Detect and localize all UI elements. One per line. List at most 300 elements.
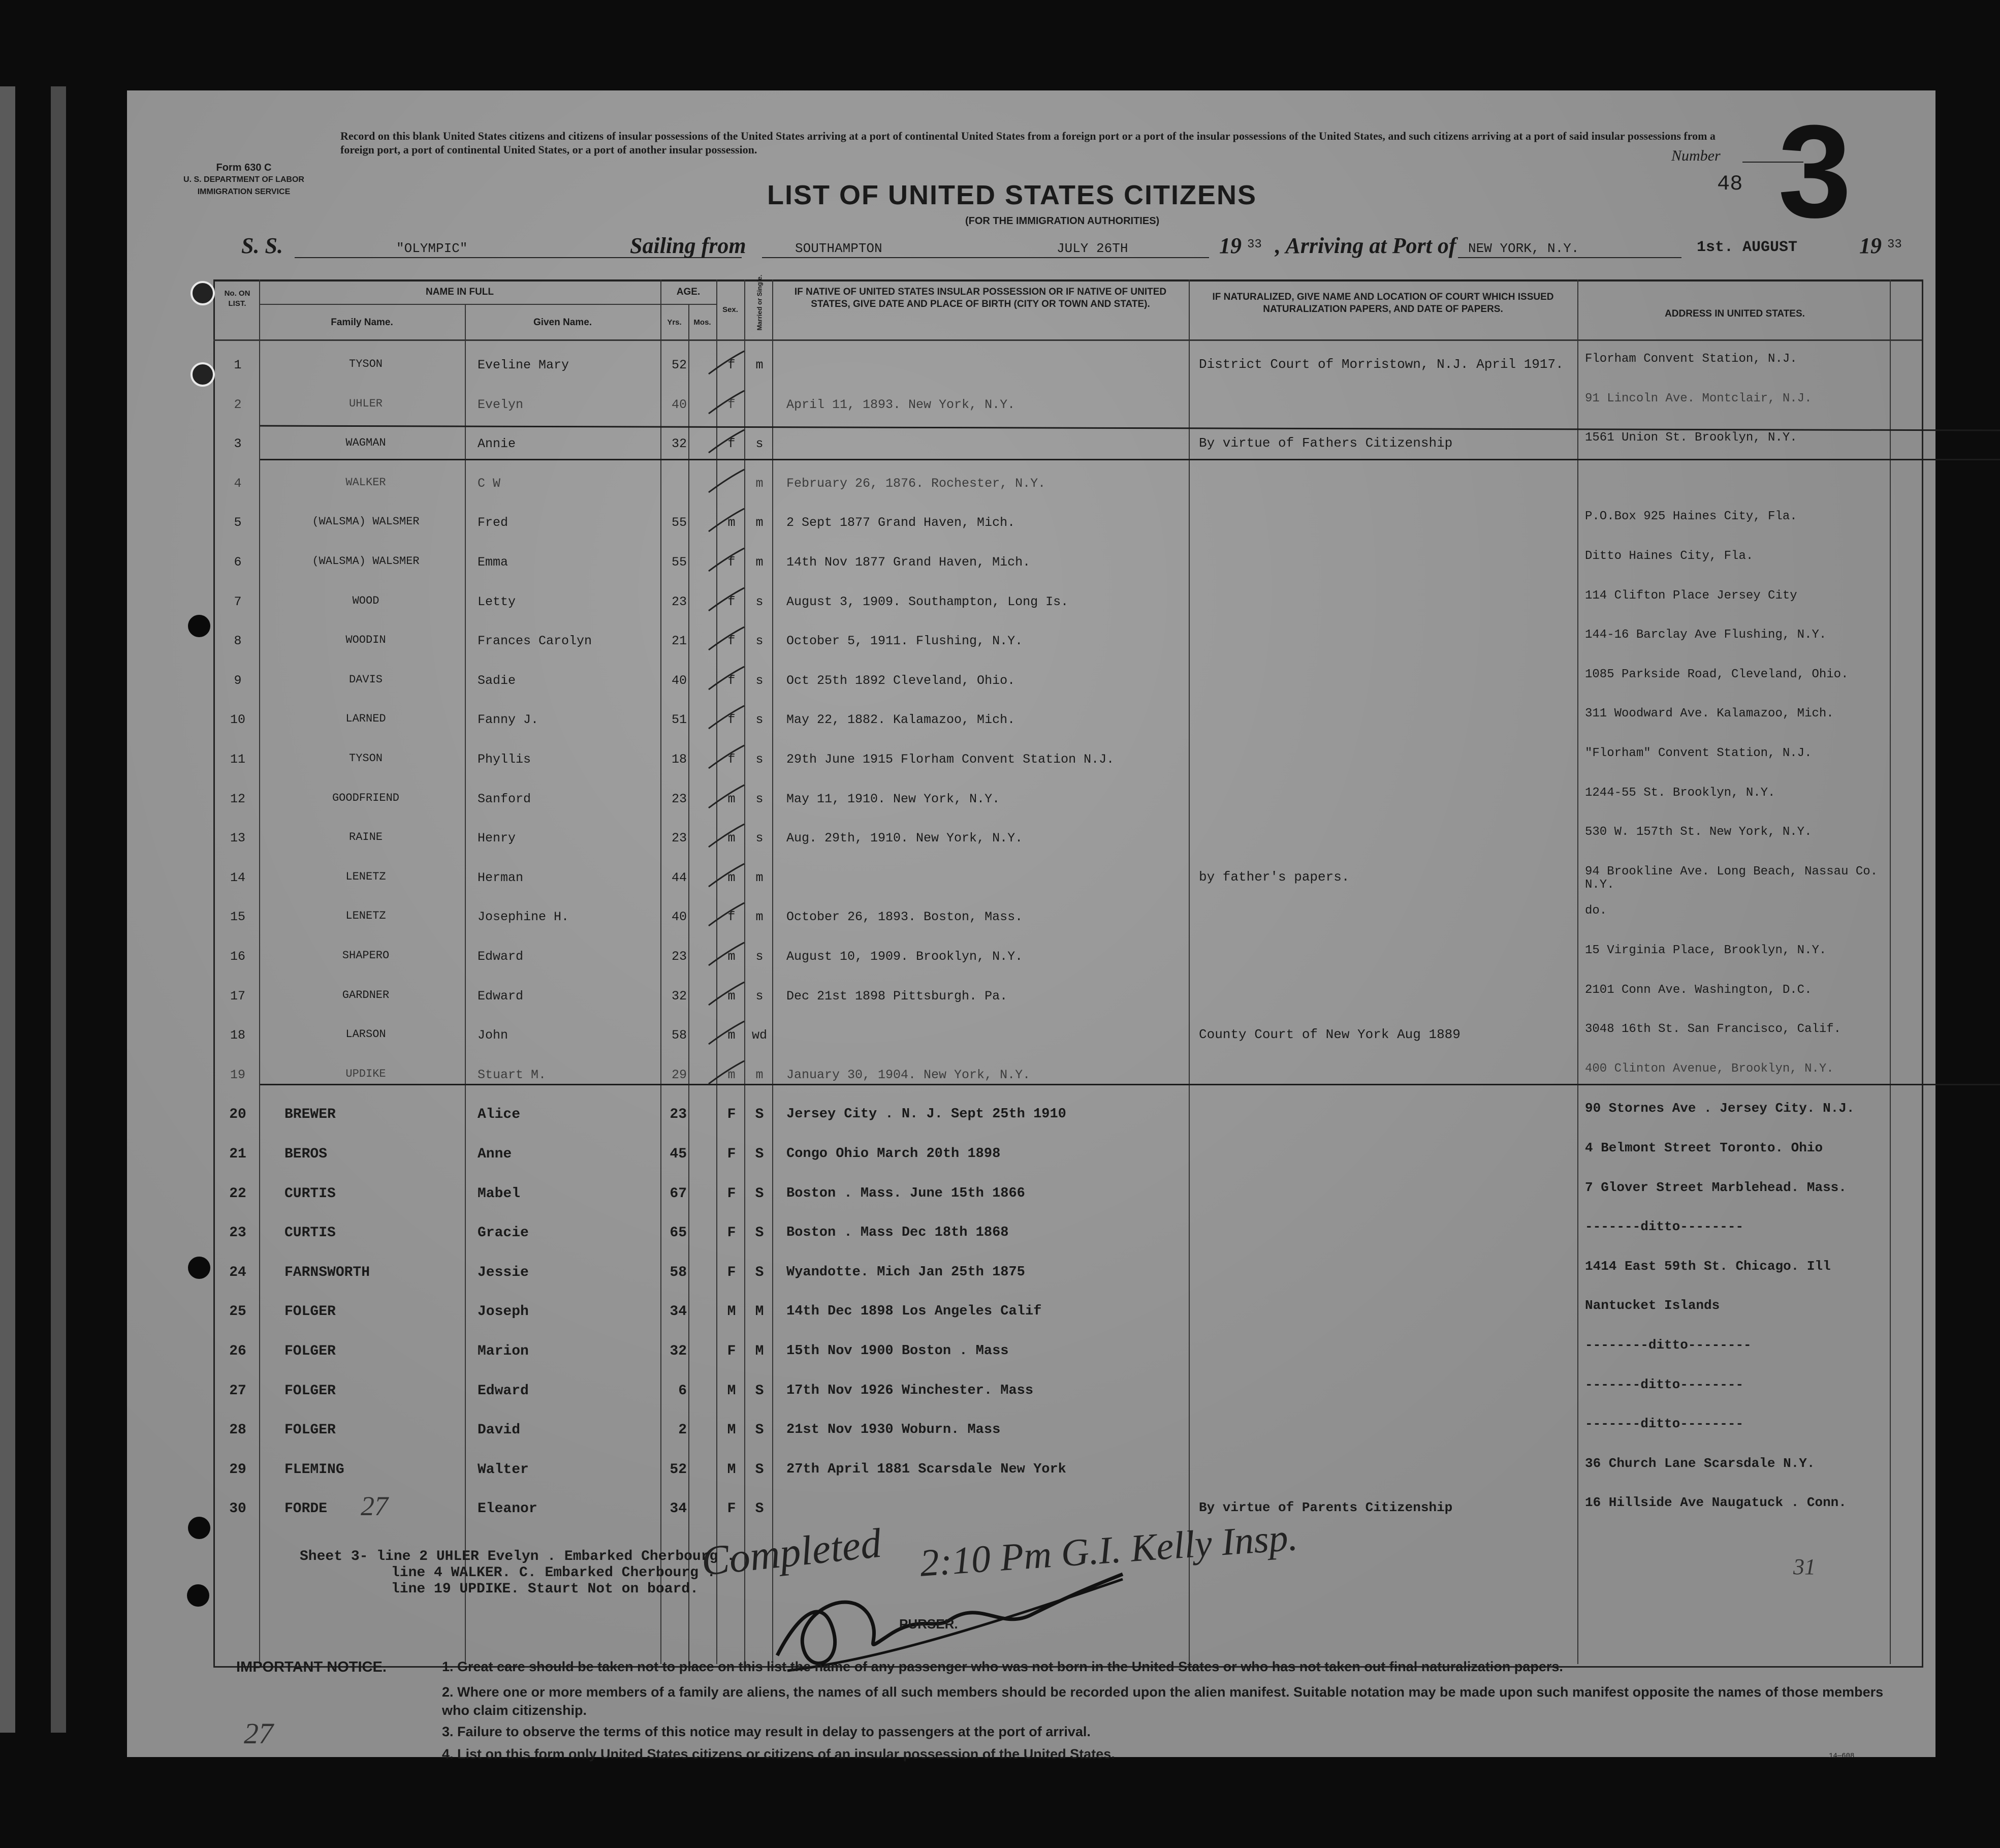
row-24-marital-status: S bbox=[755, 1264, 764, 1280]
row-21-sex: F bbox=[727, 1146, 736, 1162]
row-3-row-number: 3 bbox=[234, 436, 242, 452]
row-25-age-years: 34 bbox=[670, 1304, 687, 1320]
row-28-age-years: 2 bbox=[678, 1422, 687, 1438]
row-2-given-name: Evelyn bbox=[478, 397, 524, 412]
row-5-address: P.O.Box 925 Haines City, Fla. bbox=[1585, 510, 1797, 524]
row-19-check-mark-icon bbox=[706, 1058, 747, 1089]
page-title: LIST OF UNITED STATES CITIZENS bbox=[767, 180, 1257, 210]
rule-no bbox=[259, 279, 260, 1664]
row-10-family-name: LARNED bbox=[345, 712, 386, 726]
row-4-marital-status: m bbox=[755, 476, 764, 491]
row-30-row-number: 30 bbox=[229, 1501, 246, 1517]
row-17-marital-status: s bbox=[755, 988, 764, 1004]
row-27-birth-info: 17th Nov 1926 Winchester. Mass bbox=[786, 1383, 1034, 1398]
handwritten-time-note: 2:10 Pm G.I. Kelly Insp. bbox=[918, 1516, 1299, 1585]
col-sex: Sex. bbox=[722, 305, 738, 314]
row-24-address: 1414 East 59th St. Chicago. Ill bbox=[1585, 1258, 1831, 1274]
row-13-family-name: RAINE bbox=[348, 831, 383, 844]
row-23-age-years: 65 bbox=[670, 1225, 687, 1241]
row-30-naturalization-info: By virtue of Parents Citizenship bbox=[1199, 1500, 1453, 1516]
row-15-row-number: 15 bbox=[230, 910, 245, 925]
row-18-check-mark-icon bbox=[706, 1019, 747, 1049]
row-27-address: -------ditto-------- bbox=[1585, 1376, 1744, 1392]
row-26-given-name: Marion bbox=[478, 1343, 529, 1359]
row-28-birth-info: 21st Nov 1930 Woburn. Mass bbox=[786, 1422, 1001, 1438]
row-13-marital-status: s bbox=[755, 831, 764, 846]
col-naturalized: IF NATURALIZED, GIVE NAME AND LOCATION OF COURT WHICH ISSUED NATURALIZATION PAPERS, AND DATE OF PAPERS. bbox=[1212, 292, 1554, 315]
row-16-birth-info: August 10, 1909. Brooklyn, N.Y. bbox=[786, 949, 1023, 964]
row-19-birth-info: January 30, 1904. New York, N.Y. bbox=[786, 1067, 1031, 1082]
row-3-family-name: WAGMAN bbox=[345, 436, 386, 450]
list-number: 3 bbox=[1778, 98, 1852, 245]
row-22-birth-info: Boston . Mass. June 15th 1866 bbox=[786, 1185, 1025, 1201]
row-22-family-name: CURTIS bbox=[284, 1185, 336, 1202]
row-7-marital-status: s bbox=[755, 594, 764, 609]
arriving-label: , Arriving at Port of bbox=[1275, 233, 1456, 258]
row-2-age-years: 40 bbox=[671, 397, 687, 412]
rule-family bbox=[465, 304, 466, 1664]
row-15-sex: f bbox=[727, 910, 736, 925]
name-subhead-line bbox=[259, 304, 660, 305]
row-10-given-name: Fanny J. bbox=[478, 712, 539, 728]
row-25-birth-info: 14th Dec 1898 Los Angeles Calif bbox=[786, 1304, 1042, 1320]
row-14-age-years: 44 bbox=[671, 870, 687, 885]
row-4-row-number: 4 bbox=[234, 476, 242, 491]
row-14-row-number: 14 bbox=[230, 870, 245, 885]
row-15-given-name: Josephine H. bbox=[478, 910, 569, 925]
row-12-row-number: 12 bbox=[230, 791, 245, 806]
rule-birth bbox=[1189, 279, 1190, 1664]
row-20-birth-info: Jersey City . N. J. Sept 25th 1910 bbox=[786, 1107, 1066, 1122]
sailing-label: Sailing from bbox=[630, 233, 746, 258]
col-name-in-full: NAME IN FULL bbox=[425, 287, 494, 297]
number-label: Number bbox=[1671, 147, 1721, 164]
rule-address bbox=[1890, 279, 1891, 1664]
row-6-given-name: Emma bbox=[478, 555, 509, 570]
row-19-marital-status: m bbox=[755, 1067, 764, 1082]
row-17-family-name: GARDNER bbox=[342, 988, 390, 1001]
row-18-row-number: 18 bbox=[230, 1028, 245, 1043]
row-10-address: 311 Woodward Ave. Kalamazoo, Mich. bbox=[1585, 707, 1834, 721]
rule-yrs bbox=[688, 304, 689, 1664]
row-27-row-number: 27 bbox=[229, 1383, 246, 1399]
manifest-sheet bbox=[127, 90, 1935, 1762]
row-9-check-mark-icon bbox=[706, 664, 747, 695]
row-29-given-name: Walter bbox=[478, 1461, 529, 1478]
row-14-sex: m bbox=[727, 870, 736, 885]
row-8-check-mark-icon bbox=[706, 624, 747, 655]
row-21-family-name: BEROS bbox=[284, 1146, 328, 1162]
row-24-age-years: 58 bbox=[670, 1264, 687, 1280]
row-3-naturalization-info: By virtue of Fathers Citizenship bbox=[1199, 435, 1453, 451]
row-9-given-name: Sadie bbox=[478, 673, 516, 688]
row-17-row-number: 17 bbox=[230, 988, 245, 1004]
row-28-given-name: David bbox=[478, 1422, 521, 1438]
row-24-birth-info: Wyandotte. Mich Jan 25th 1875 bbox=[786, 1264, 1025, 1280]
row-22-age-years: 67 bbox=[670, 1185, 687, 1202]
row-24-sex: F bbox=[727, 1264, 736, 1280]
row-12-address: 1244-55 St. Brooklyn, N.Y. bbox=[1585, 786, 1775, 800]
row-9-marital-status: s bbox=[755, 673, 764, 688]
page-subtitle: (FOR THE IMMIGRATION AUTHORITIES) bbox=[965, 215, 1160, 227]
rule-given bbox=[660, 279, 661, 1664]
row-19-row-number: 19 bbox=[230, 1067, 245, 1082]
row-27-sex: M bbox=[727, 1383, 736, 1399]
row-15-address: do. bbox=[1585, 904, 1607, 918]
punch-hole-1 bbox=[191, 281, 215, 305]
row-14-given-name: Herman bbox=[478, 870, 524, 885]
row-6-check-mark-icon bbox=[706, 546, 747, 576]
row-9-row-number: 9 bbox=[234, 673, 242, 688]
row-1-sex: f bbox=[727, 358, 736, 372]
punch-hole-2 bbox=[191, 362, 215, 387]
row-15-check-mark-icon bbox=[706, 900, 747, 931]
strike-row-4 bbox=[260, 459, 2000, 460]
row-2-birth-info: April 11, 1893. New York, N.Y. bbox=[786, 397, 1015, 412]
sailing-year-suffix: 33 bbox=[1247, 238, 1262, 252]
row-21-given-name: Anne bbox=[478, 1146, 512, 1162]
row-5-birth-info: 2 Sept 1877 Grand Haven, Mich. bbox=[786, 515, 1015, 530]
row-23-row-number: 23 bbox=[229, 1225, 246, 1241]
row-7-age-years: 23 bbox=[671, 594, 687, 609]
row-7-given-name: Letty bbox=[478, 594, 516, 609]
row-22-address: 7 Glover Street Marblehead. Mass. bbox=[1585, 1179, 1847, 1195]
row-3-age-years: 32 bbox=[671, 436, 687, 452]
row-26-birth-info: 15th Nov 1900 Boston . Mass bbox=[786, 1343, 1009, 1359]
row-8-given-name: Frances Carolyn bbox=[478, 634, 592, 649]
row-26-family-name: FOLGER bbox=[284, 1343, 336, 1359]
row-17-birth-info: Dec 21st 1898 Pittsburgh. Pa. bbox=[786, 988, 1008, 1004]
row-2-check-mark-icon bbox=[706, 388, 747, 419]
row-15-marital-status: m bbox=[755, 910, 764, 925]
row-14-check-mark-icon bbox=[706, 861, 747, 892]
row-15-family-name: LENETZ bbox=[345, 910, 386, 923]
row-20-given-name: Alice bbox=[478, 1107, 521, 1123]
row-1-family-name: TYSON bbox=[348, 358, 383, 370]
row-9-sex: f bbox=[727, 673, 736, 688]
row-20-address: 90 Stornes Ave . Jersey City. N.J. bbox=[1585, 1101, 1855, 1116]
rule-court bbox=[1577, 279, 1578, 1664]
row-1-naturalization-info: District Court of Morristown, N.J. April 1917. bbox=[1199, 357, 1564, 372]
sailing-from: SOUTHAMPTON bbox=[795, 241, 882, 256]
row-8-address: 144-16 Barclay Ave Flushing, N.Y. bbox=[1585, 628, 1827, 642]
row-13-birth-info: Aug. 29th, 1910. New York, N.Y. bbox=[786, 831, 1023, 846]
row-1-marital-status: m bbox=[755, 358, 764, 372]
row-5-given-name: Fred bbox=[478, 515, 509, 530]
row-26-address: --------ditto-------- bbox=[1585, 1337, 1752, 1353]
row-23-sex: F bbox=[727, 1225, 736, 1241]
arrival-port: NEW YORK, N.Y. bbox=[1468, 241, 1579, 256]
row-13-row-number: 13 bbox=[230, 831, 245, 846]
row-16-given-name: Edward bbox=[478, 949, 524, 964]
row-1-given-name: Eveline Mary bbox=[478, 358, 569, 372]
strike-row-19 bbox=[260, 1084, 2000, 1085]
row-11-given-name: Phyllis bbox=[478, 752, 531, 767]
row-10-age-years: 51 bbox=[671, 712, 687, 728]
row-22-given-name: Mabel bbox=[478, 1185, 521, 1202]
row-18-family-name: LARSON bbox=[345, 1028, 386, 1041]
department-block bbox=[168, 162, 320, 198]
col-family-name: Family Name. bbox=[331, 317, 393, 328]
col-age: AGE. bbox=[676, 287, 701, 297]
row-13-check-mark-icon bbox=[706, 822, 747, 852]
row-28-marital-status: S bbox=[755, 1422, 764, 1438]
row-17-age-years: 32 bbox=[671, 988, 687, 1004]
notice-item-4: 4. List on this form only United States citizens or citizens of an insular possession of the United States. bbox=[442, 1746, 1115, 1762]
col-yrs: Yrs. bbox=[667, 318, 682, 327]
row-28-family-name: FOLGER bbox=[284, 1422, 336, 1438]
col-marital: Married or Single. bbox=[755, 274, 764, 331]
row-15-age-years: 40 bbox=[671, 910, 687, 925]
row-20-row-number: 20 bbox=[229, 1107, 246, 1123]
col-given-name: Given Name. bbox=[533, 317, 592, 328]
row-3-given-name: Annie bbox=[478, 436, 516, 452]
embark-note-3: line 19 UPDIKE. Staurt Not on board. bbox=[391, 1581, 699, 1597]
left-film-strip-2 bbox=[51, 86, 66, 1733]
row-6-sex: f bbox=[727, 555, 736, 570]
row-22-row-number: 22 bbox=[229, 1185, 246, 1202]
notice-item-1: 1. Great care should be taken not to place on this list the name of any passenger who was not born in the United States or who has not taken out final naturalization papers. bbox=[442, 1659, 1563, 1674]
stamp-number: 48 bbox=[1717, 172, 1743, 196]
row-12-age-years: 23 bbox=[671, 791, 687, 806]
col-address: ADDRESS IN UNITED STATES. bbox=[1665, 308, 1805, 319]
row-19-age-years: 29 bbox=[671, 1067, 687, 1082]
row-27-given-name: Edward bbox=[478, 1383, 529, 1399]
row-12-given-name: Sanford bbox=[478, 791, 531, 806]
row-16-check-mark-icon bbox=[706, 940, 747, 970]
row-29-family-name: FLEMING bbox=[284, 1461, 344, 1478]
row-8-birth-info: October 5, 1911. Flushing, N.Y. bbox=[786, 634, 1023, 649]
row-20-family-name: BREWER bbox=[284, 1107, 336, 1123]
row-1-row-number: 1 bbox=[234, 358, 242, 372]
row-7-family-name: WOOD bbox=[352, 594, 379, 607]
row-25-family-name: FOLGER bbox=[284, 1304, 336, 1320]
row-12-sex: m bbox=[727, 791, 736, 806]
row-8-family-name: WOODIN bbox=[345, 634, 386, 647]
date-underline bbox=[1052, 257, 1209, 258]
col-mos: Mos. bbox=[693, 318, 711, 327]
row-2-row-number: 2 bbox=[234, 397, 242, 412]
row-30-sex: F bbox=[727, 1501, 736, 1517]
row-26-age-years: 32 bbox=[670, 1343, 687, 1359]
row-12-marital-status: s bbox=[755, 791, 764, 806]
row-30-address: 16 Hillside Ave Naugatuck . Conn. bbox=[1585, 1495, 1847, 1511]
row-30-marital-status: S bbox=[755, 1501, 764, 1517]
row-3-check-mark-icon bbox=[706, 427, 747, 458]
ss-label: S. S. bbox=[241, 233, 283, 258]
row-20-marital-status: S bbox=[755, 1107, 764, 1123]
row-27-marital-status: S bbox=[755, 1383, 764, 1399]
row-6-age-years: 55 bbox=[671, 555, 687, 570]
row-4-birth-info: February 26, 1876. Rochester, N.Y. bbox=[786, 476, 1046, 491]
row-28-row-number: 28 bbox=[229, 1422, 246, 1438]
row-18-address: 3048 16th St. San Francisco, Calif. bbox=[1585, 1022, 1842, 1037]
row-11-age-years: 18 bbox=[671, 752, 687, 767]
row-20-sex: F bbox=[727, 1107, 736, 1123]
row-30-age-years: 34 bbox=[670, 1501, 687, 1517]
notice-item-3: 3. Failure to observe the terms of this notice may result in delay to passengers at the port of arrival. bbox=[442, 1724, 1091, 1739]
row-22-sex: F bbox=[727, 1185, 736, 1202]
row-16-marital-status: s bbox=[755, 949, 764, 964]
row-18-sex: m bbox=[727, 1028, 736, 1043]
row-11-birth-info: 29th June 1915 Florham Convent Station N.J. bbox=[786, 752, 1115, 767]
row-22-marital-status: S bbox=[755, 1185, 764, 1202]
row-2-address: 91 Lincoln Ave. Montclair, N.J. bbox=[1585, 391, 1812, 405]
row-17-check-mark-icon bbox=[706, 980, 747, 1010]
row-27-family-name: FOLGER bbox=[284, 1383, 336, 1399]
row-29-birth-info: 27th April 1881 Scarsdale New York bbox=[786, 1461, 1066, 1477]
row-20-age-years: 23 bbox=[670, 1107, 687, 1123]
row-6-row-number: 6 bbox=[234, 555, 242, 570]
handwritten-margin-27: 27 bbox=[361, 1491, 388, 1521]
row-4-family-name: WALKER bbox=[345, 476, 386, 489]
row-9-family-name: DAVIS bbox=[348, 673, 383, 686]
row-11-sex: f bbox=[727, 752, 736, 767]
row-8-row-number: 8 bbox=[234, 634, 242, 649]
row-23-given-name: Gracie bbox=[478, 1225, 529, 1241]
row-29-sex: M bbox=[727, 1461, 736, 1478]
row-8-marital-status: s bbox=[755, 634, 764, 649]
row-21-birth-info: Congo Ohio March 20th 1898 bbox=[786, 1146, 1001, 1162]
row-18-age-years: 58 bbox=[671, 1028, 687, 1043]
purser-label: PURSER. bbox=[899, 1616, 958, 1632]
row-7-address: 114 Clifton Place Jersey City bbox=[1585, 588, 1797, 603]
port-underline bbox=[1458, 257, 1681, 258]
row-14-naturalization-info: by father's papers. bbox=[1199, 869, 1350, 885]
notice-heading: IMPORTANT NOTICE. bbox=[236, 1659, 387, 1675]
row-1-check-mark-icon bbox=[706, 349, 747, 379]
row-8-sex: f bbox=[727, 634, 736, 649]
col-birth: IF NATIVE OF UNITED STATES INSULAR POSSESSION OR IF NATIVE OF UNITED STATES, GIVE DATE AND PLACE OF BIRTH (CITY OR TOWN AND STATE). bbox=[794, 287, 1167, 309]
intro-text: Record on this blank United States citizens and citizens of insular possessions of the United States arriving at a port of continental United States from a foreign port or a port of the insular possessions of the United States, and such citizens arriving at a port of said insular possessions from a foreign port, a port of continental United States, or a port of another insular possession. bbox=[340, 130, 1716, 156]
row-12-check-mark-icon bbox=[706, 782, 747, 813]
header-separator bbox=[213, 339, 1922, 341]
row-3-marital-status: s bbox=[755, 436, 764, 452]
row-30-given-name: Eleanor bbox=[478, 1501, 537, 1517]
row-7-row-number: 7 bbox=[234, 594, 242, 609]
row-11-row-number: 11 bbox=[230, 752, 245, 767]
row-6-family-name: (WALSMA) WALSMER bbox=[312, 555, 420, 568]
row-14-address: 94 Brookline Ave. Long Beach, Nassau Co. N.Y. bbox=[1585, 864, 1878, 892]
row-4-check-mark-icon bbox=[706, 467, 747, 497]
row-21-row-number: 21 bbox=[229, 1146, 246, 1162]
row-5-row-number: 5 bbox=[234, 515, 242, 530]
row-26-sex: F bbox=[727, 1343, 736, 1359]
row-15-birth-info: October 26, 1893. Boston, Mass. bbox=[786, 910, 1023, 925]
arrival-year-prefix: 19 bbox=[1859, 233, 1882, 258]
row-25-row-number: 25 bbox=[229, 1304, 246, 1320]
row-11-check-mark-icon bbox=[706, 743, 747, 773]
row-1-age-years: 52 bbox=[671, 358, 687, 372]
row-5-age-years: 55 bbox=[671, 515, 687, 530]
row-10-marital-status: s bbox=[755, 712, 764, 728]
row-16-family-name: SHAPERO bbox=[342, 949, 390, 962]
row-16-address: 15 Virginia Place, Brooklyn, N.Y. bbox=[1585, 944, 1827, 957]
row-7-birth-info: August 3, 1909. Southampton, Long Is. bbox=[786, 594, 1069, 609]
row-9-birth-info: Oct 25th 1892 Cleveland, Ohio. bbox=[786, 673, 1015, 688]
row-5-check-mark-icon bbox=[706, 506, 747, 537]
row-7-check-mark-icon bbox=[706, 585, 747, 616]
row-14-family-name: LENETZ bbox=[345, 870, 386, 883]
row-6-address: Ditto Haines City, Fla. bbox=[1585, 549, 1754, 563]
punch-hole-6 bbox=[187, 1584, 209, 1607]
row-3-sex: f bbox=[727, 436, 736, 452]
row-16-row-number: 16 bbox=[230, 949, 245, 964]
row-26-row-number: 26 bbox=[229, 1343, 246, 1359]
row-10-row-number: 10 bbox=[230, 712, 245, 728]
row-13-given-name: Henry bbox=[478, 831, 516, 846]
col-no: No. ON LIST. bbox=[224, 289, 250, 308]
row-27-age-years: 6 bbox=[678, 1383, 687, 1399]
row-13-age-years: 23 bbox=[671, 831, 687, 846]
row-6-marital-status: m bbox=[755, 555, 764, 570]
punch-hole-5 bbox=[188, 1517, 210, 1539]
row-8-age-years: 21 bbox=[671, 634, 687, 649]
left-film-strip bbox=[0, 86, 15, 1733]
ship-name: "OLYMPIC" bbox=[396, 241, 468, 256]
row-24-given-name: Jessie bbox=[478, 1264, 529, 1280]
row-19-address: 400 Clinton Avenue, Brooklyn, N.Y. bbox=[1585, 1061, 1834, 1076]
row-1-address: Florham Convent Station, N.J. bbox=[1585, 352, 1797, 366]
row-2-family-name: UHLER bbox=[348, 397, 383, 410]
row-28-sex: M bbox=[727, 1422, 736, 1438]
row-25-address: Nantucket Islands bbox=[1585, 1298, 1720, 1313]
row-21-age-years: 45 bbox=[670, 1146, 687, 1162]
punch-hole-3 bbox=[188, 615, 210, 637]
row-13-address: 530 W. 157th St. New York, N.Y. bbox=[1585, 825, 1812, 839]
row-25-sex: M bbox=[727, 1304, 736, 1320]
row-4-given-name: C W bbox=[478, 476, 501, 491]
punch-hole-4 bbox=[188, 1257, 210, 1279]
row-17-given-name: Edward bbox=[478, 988, 524, 1004]
row-18-naturalization-info: County Court of New York Aug 1889 bbox=[1199, 1027, 1461, 1043]
row-17-sex: m bbox=[727, 988, 736, 1004]
row-23-birth-info: Boston . Mass Dec 18th 1868 bbox=[786, 1225, 1009, 1241]
row-5-family-name: (WALSMA) WALSMER bbox=[312, 515, 420, 528]
printer-code: 14—608 bbox=[1829, 1752, 1855, 1760]
row-16-age-years: 23 bbox=[671, 949, 687, 964]
row-25-given-name: Joseph bbox=[478, 1304, 529, 1320]
row-29-marital-status: S bbox=[755, 1461, 764, 1478]
row-19-given-name: Stuart M. bbox=[478, 1067, 547, 1082]
row-19-sex: m bbox=[727, 1067, 736, 1082]
arrival-date: 1st. AUGUST bbox=[1697, 239, 1798, 256]
row-11-marital-status: s bbox=[755, 752, 764, 767]
row-21-address: 4 Belmont Street Toronto. Ohio bbox=[1585, 1140, 1823, 1155]
row-11-family-name: TYSON bbox=[348, 752, 383, 765]
row-29-age-years: 52 bbox=[670, 1461, 687, 1478]
row-29-address: 36 Church Lane Scarsdale N.Y. bbox=[1585, 1455, 1815, 1471]
handwritten-margin-27b: 27 bbox=[244, 1717, 273, 1750]
row-3-address: 1561 Union St. Brooklyn, N.Y. bbox=[1585, 431, 1797, 445]
handwritten-page-31: 31 bbox=[1793, 1554, 1816, 1579]
sailing-date: JULY 26TH bbox=[1057, 241, 1128, 256]
row-24-family-name: FARNSWORTH bbox=[284, 1264, 370, 1280]
row-12-family-name: GOODFRIEND bbox=[332, 791, 400, 804]
sailing-year-prefix: 19 bbox=[1219, 233, 1242, 258]
row-10-check-mark-icon bbox=[706, 703, 747, 734]
row-25-marital-status: M bbox=[755, 1304, 764, 1320]
row-14-marital-status: m bbox=[755, 870, 764, 885]
row-18-given-name: John bbox=[478, 1028, 509, 1043]
row-10-birth-info: May 22, 1882. Kalamazoo, Mich. bbox=[786, 712, 1015, 728]
row-23-address: -------ditto-------- bbox=[1585, 1219, 1744, 1235]
row-12-birth-info: May 11, 1910. New York, N.Y. bbox=[786, 791, 1000, 806]
row-30-family-name: FORDE bbox=[284, 1501, 328, 1517]
row-9-address: 1085 Parkside Road, Cleveland, Ohio. bbox=[1585, 667, 1849, 681]
row-7-sex: f bbox=[727, 594, 736, 609]
row-16-sex: m bbox=[727, 949, 736, 964]
